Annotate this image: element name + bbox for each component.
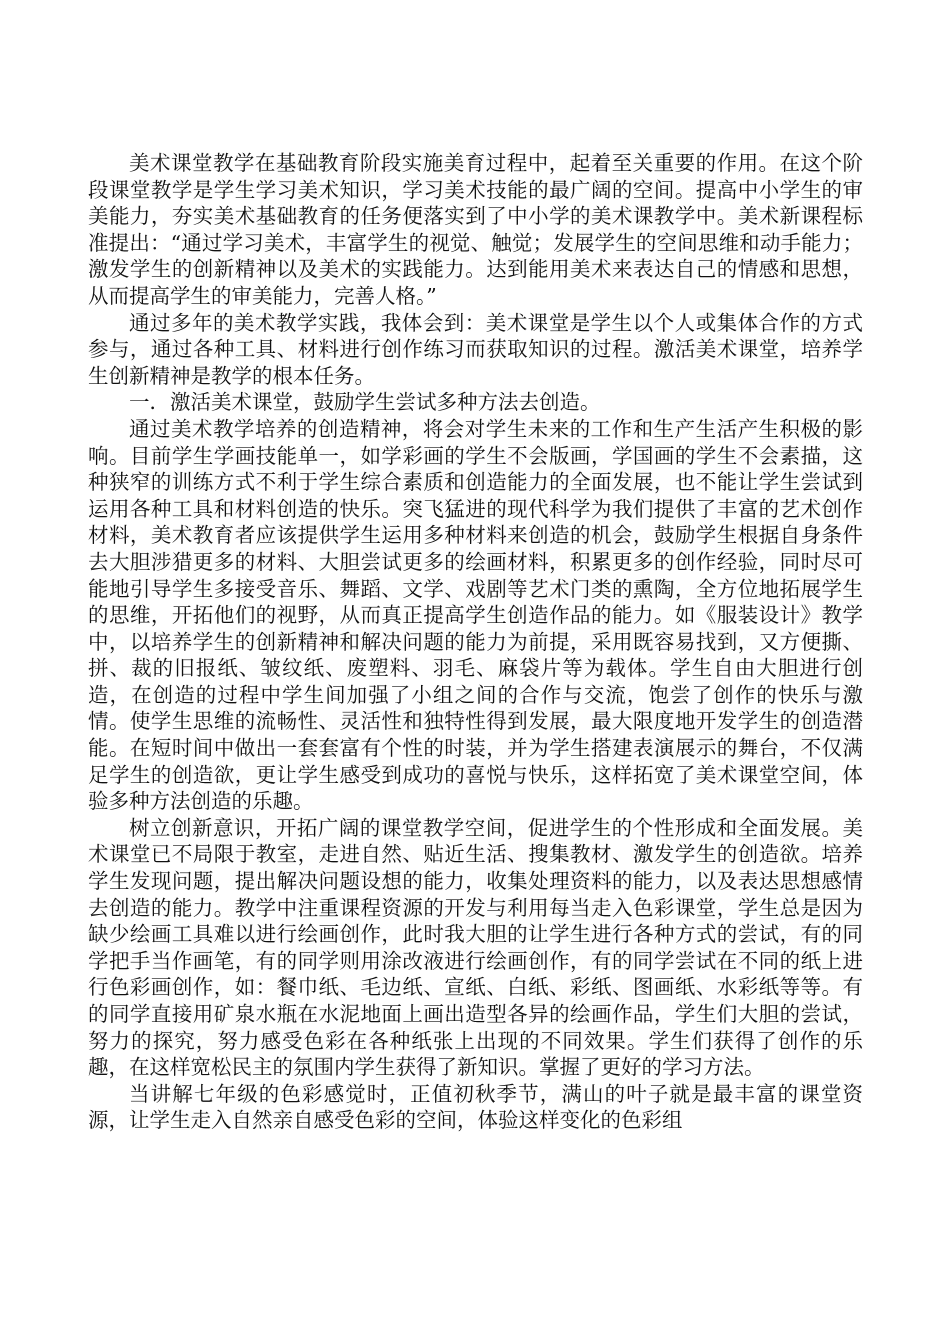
section-heading-one: 一．激活美术课堂，鼓励学生尝试多种方法去创造。	[129, 390, 601, 415]
paragraph-color-feeling: 当讲解七年级的色彩感觉时，正值初秋季节，满山的叶子就是最丰富的课堂资源，让学生走入自然亲自感受色彩的空间，体验这样变化的色彩组	[88, 1081, 863, 1133]
paragraph-innovation-awareness: 树立创新意识，开拓广阔的课堂教学空间，促进学生的个性形成和全面发展。美术课堂已不局限于教室，走进自然、贴近生活、搜集教材、激发学生的创造欲。培养学生发现问题，提出解决问题设想的能力，收集处理资料的能力，以及表达思想感情去创造的能力。教学中注重课程资源的开发与利用每当走入色彩课堂，学生总是因为缺少绘画工具难以进行绘画创作，此时我大胆的让学生进行各种方式的尝试，有的同学把手当作画笔，有的同学则用涂改液进行绘画创作，有的同学尝试在不同的纸上进行色彩画创作，如：餐巾纸、毛边纸、宣纸、白纸、彩纸、图画纸、水彩纸等等。有的同学直接用矿泉水瓶在水泥地面上画出造型各异的绘画作品，学生们大胆的尝试，努力的探究，努力感受色彩在各种纸张上出现的不同效果。学生们获得了创作的乐趣，在这样宽松民主的氛围内学生获得了新知识。掌握了更好的学习方法。	[88, 815, 863, 1080]
document-body	[88, 150, 863, 1134]
paragraph-creative-spirit: 通过美术教学培养的创造精神，将会对学生未来的工作和生产生活产生积极的影响。目前学生学画技能单一，如学彩画的学生不会版画，学国画的学生不会素描，这种狭窄的训练方式不利于学生综合素质和创造能力的全面发展，也不能让学生尝试到运用各种工具和材料创造的快乐。突飞猛进的现代科学为我们提供了丰富的艺术创作材料，美术教育者应该提供学生运用多种材料来创造的机会，鼓励学生根据自身条件去大胆涉猎更多的材料、大胆尝试更多的绘画材料，积累更多的创作经验，同时尽可能地引导学生多接受音乐、舞蹈、文学、戏剧等艺术门类的熏陶，全方位地拓展学生的思维，开拓他们的视野，从而真正提高学生创造作品的能力。如《服装设计》教学中，以培养学生的创新精神和解决问题的能力为前提，采用既容易找到，又方便撕、拼、裁的旧报纸、皱纹纸、废塑料、羽毛、麻袋片等为载体。学生自由大胆进行创造，在创造的过程中学生间加强了小组之间的合作与交流，饱尝了创作的快乐与激情。使学生思维的流畅性、灵活性和独特性得到发展，最大限度地开发学生的创造潜能。在短时间中做出一套套富有个性的时装，并为学生搭建表演展示的舞台，不仅满足学生的创造欲，更让学生感受到成功的喜悦与快乐，这样拓宽了美术课堂空间，体验多种方法创造的乐趣。	[88, 416, 863, 814]
paragraph-teaching-experience: 通过多年的美术教学实践，我体会到：美术课堂是学生以个人或集体合作的方式参与，通过各种工具、材料进行创作练习而获取知识的过程。激活美术课堂，培养学生创新精神是教学的根本任务。	[88, 310, 863, 388]
paragraph-intro: 美术课堂教学在基础教育阶段实施美育过程中，起着至关重要的作用。在这个阶段课堂教学是学生学习美术知识，学习美术技能的最广阔的空间。提高中小学生的审美能力，夯实美术基础教育的任务便落实到了中小学的美术课教学中。美术新课程标准提出：“通过学习美术，丰富学生的视觉、触觉；发展学生的空间思维和动手能力；激发学生的创新精神以及美术的实践能力。达到能用美术来表达自己的情感和思想，从而提高学生的审美能力，完善人格。”	[88, 151, 863, 308]
